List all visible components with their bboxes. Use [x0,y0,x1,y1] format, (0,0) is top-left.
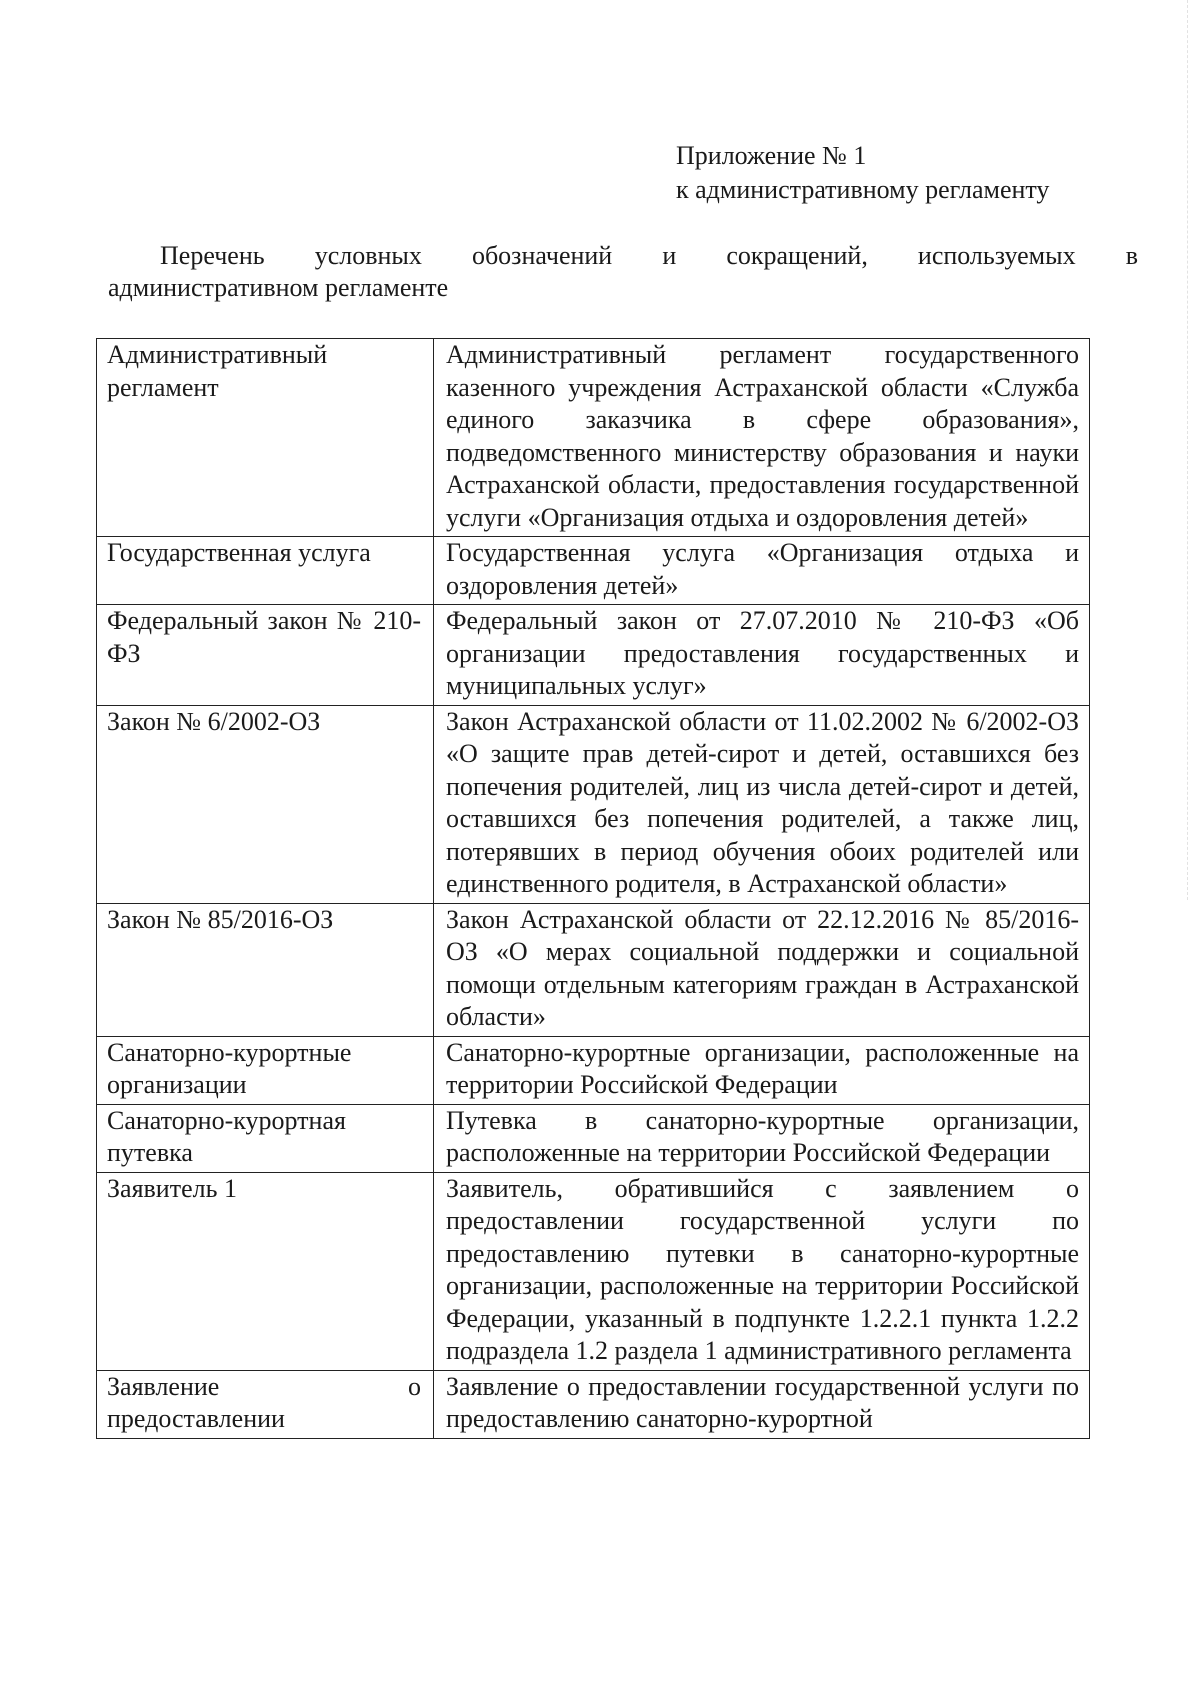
heading-word: сокращений, [726,241,868,270]
scan-edge-marks [1183,0,1188,900]
table-row [97,1036,1090,1104]
heading-word: и [662,241,677,270]
term-cell: Административный регламент [97,339,434,537]
table-row [97,605,1090,706]
document-heading [108,240,1138,304]
heading-word: используемых [917,241,1076,270]
term-cell: Закон № 85/2016-ОЗ [97,903,434,1036]
definition-cell: Путевка в санаторно-курортные организации, расположенные на территории Российской Федерации [434,1104,1090,1172]
heading-line-1 [108,240,1138,272]
term-cell: Заявление о предоставлении [97,1370,434,1438]
definition-cell: Санаторно-курортные организации, расположенные на территории Российской Федерации [434,1036,1090,1104]
heading-word: Перечень [160,241,265,270]
heading-word: обозначений [471,241,613,270]
table-row [97,1172,1090,1370]
table-row [97,1104,1090,1172]
definition-cell: Федеральный закон от 27.07.2010 № 210-ФЗ «Об организации предоставления государственных и муниципальных услуг» [434,605,1090,706]
table-row [97,903,1090,1036]
table-row [97,705,1090,903]
heading-line-2: административном регламенте [108,273,449,302]
heading-word: условных [314,241,422,270]
definition-cell: Государственная услуга «Организация отдыха и оздоровления детей» [434,537,1090,605]
term-cell: Санаторно-курортная путевка [97,1104,434,1172]
definition-cell: Закон Астраханской области от 22.12.2016 № 85/2016-ОЗ «О мерах социальной поддержки и социальной помощи отдельным категориям граждан в Астраханской области» [434,903,1090,1036]
term-cell: Заявитель 1 [97,1172,434,1370]
appendix-reference: к административному регламенту [676,175,1050,204]
table-row [97,1370,1090,1438]
table-row [97,339,1090,537]
definition-cell: Заявление о предоставлении государственной услуги по предоставлению санаторно-курортной [434,1370,1090,1438]
term-cell: Закон № 6/2002-ОЗ [97,705,434,903]
table-row [97,537,1090,605]
appendix-number: Приложение № 1 [676,141,867,170]
abbreviations-table [96,338,1090,1439]
term-cell: Государственная услуга [97,537,434,605]
heading-word: в [1125,241,1138,270]
definition-cell: Закон Астраханской области от 11.02.2002 № 6/2002-ОЗ «О защите прав детей-сирот и детей, оставшихся без попечения родителей, лиц из числа детей-сирот и детей, оставшихся без попечения родителей, а также лиц, потерявших в период обучения обоих родителей или единственного родителя, в Астраханской области» [434,705,1090,903]
definition-cell: Заявитель, обратившийся с заявлением о предоставлении государственной услуги по предоставлению путевки в санаторно-курортные организации, расположенные на территории Российской Федерации, указанный в подпункте 1.2.2.1 пункта 1.2.2 подраздела 1.2 раздела 1 административного регламента [434,1172,1090,1370]
term-cell: Федеральный закон № 210-ФЗ [97,605,434,706]
appendix-header [676,139,1049,207]
definition-cell: Административный регламент государственного казенного учреждения Астраханской области «Служба единого заказчика в сфере образования», подведомственного министерству образования и науки Астраханской области, предоставления государственной услуги «Организация отдыха и оздоровления детей» [434,339,1090,537]
term-cell: Санаторно-курортные организации [97,1036,434,1104]
